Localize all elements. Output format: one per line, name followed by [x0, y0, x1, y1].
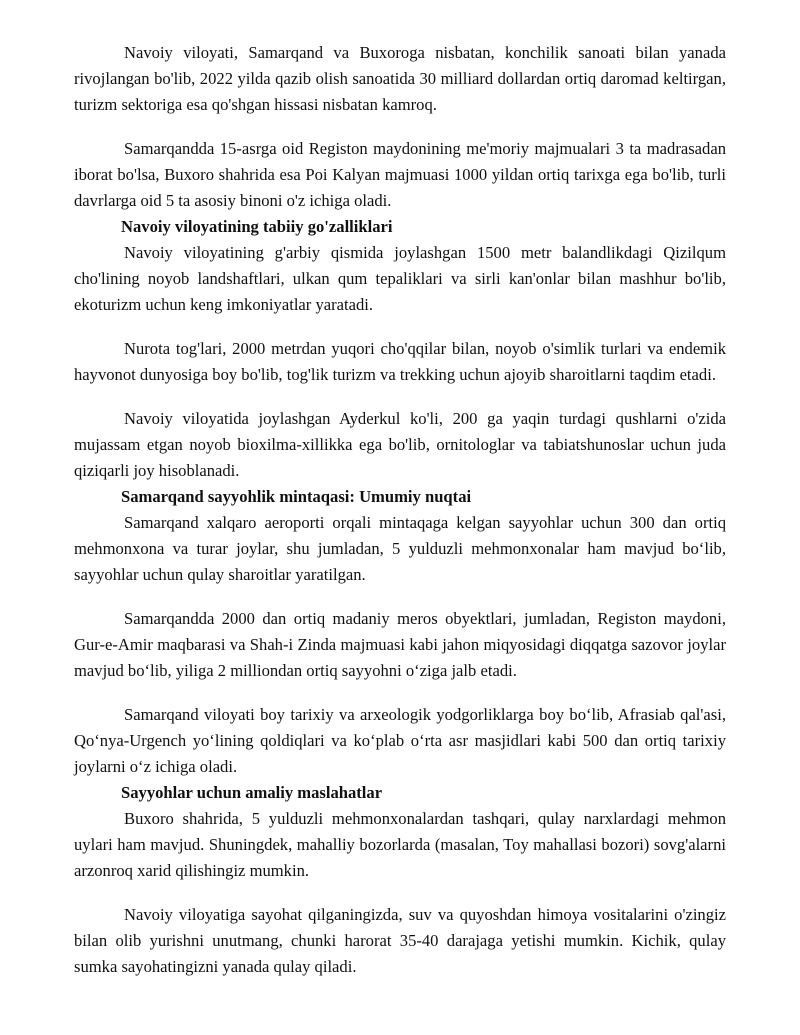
paragraph: Samarqand viloyati boy tarixiy va arxeologik yodgorliklarga boy bo‘lib, Afrasiab qal'asi, Qo‘nya-Urgench yo‘lining qoldiqlari va ko‘plab o‘rta asr masjidlari kabi 500 dan ortiq tarixiy joylarni o‘z ichiga oladi. [74, 705, 726, 776]
paragraph: Navoiy viloyatiga sayohat qilganingizda, suv va quyoshdan himoya vositalarini o'zingiz bilan olib yurishni unutmang, chunki harorat 35-40 darajaga yetishi mumkin. Kichik, qulay sumka sayohatingizni yanada qulay qiladi. [74, 905, 726, 976]
paragraph: Navoiy viloyati, Samarqand va Buxoroga nisbatan, konchilik sanoati bilan yanada rivojlangan bo'lib, 2022 yilda qazib olish sanoatida 30 milliard dollardan ortiq daromad keltirgan, turizm sektoriga esa qo'shgan hissasi nisbatan kamroq. [74, 43, 726, 114]
document-page [74, 40, 726, 980]
paragraph: Nurota tog'lari, 2000 metrdan yuqori cho'qqilar bilan, noyob o'simlik turlari va endemik hayvonot dunyosiga boy bo'lib, tog'lik turizm va trekking uchun ajoyib sharoitlarni taqdim etadi. [74, 339, 726, 384]
paragraph: Samarqandda 15-asrga oid Registon maydonining me'moriy majmualari 3 ta madrasadan iborat bo'lsa, Buxoro shahrida esa Poi Kalyan majmuasi 1000 yildan ortiq tarixga ega bo'lib, turli davrlarga oid 5 ta asosiy binoni o'z ichiga oladi. [74, 139, 726, 210]
paragraph: Buxoro shahrida, 5 yulduzli mehmonxonalardan tashqari, qulay narxlardagi mehmon uylari ham mavjud. Shuningdek, mahalliy bozorlarda (masalan, Toy mahallasi bozori) sovg'alarni arzonroq xarid qilishingiz mumkin. [74, 809, 726, 880]
section-heading: Samarqand sayyohlik mintaqasi: Umumiy nuqtai [121, 487, 472, 506]
section-heading: Navoiy viloyatining tabiiy go'zalliklari [121, 217, 393, 236]
paragraph: Samarqand xalqaro aeroporti orqali mintaqaga kelgan sayyohlar uchun 300 dan ortiq mehmonxona va turar joylar, shu jumladan, 5 yulduzli mehmonxonalar ham mavjud bo‘lib, sayyohlar uchun qulay sharoitlar yaratilgan. [74, 513, 726, 584]
section-heading: Sayyohlar uchun amaliy maslahatlar [121, 783, 383, 802]
paragraph: Samarqandda 2000 dan ortiq madaniy meros obyektlari, jumladan, Registon maydoni, Gur-e-Amir maqbarasi va Shah-i Zinda majmuasi kabi jahon miqyosidagi diqqatga sazovor joylar mavjud bo‘lib, yiliga 2 milliondan ortiq sayyohni o‘ziga jalb etadi. [74, 609, 726, 680]
paragraph: Navoiy viloyatida joylashgan Ayderkul ko'li, 200 ga yaqin turdagi qushlarni o'zida mujassam etgan noyob bioxilma-xillikka ega bo'lib, ornitologlar va tabiatshunoslar uchun juda qiziqarli joy hisoblanadi. [74, 409, 726, 480]
paragraph: Navoiy viloyatining g'arbiy qismida joylashgan 1500 metr balandlikdagi Qizilqum cho'lining noyob landshaftlari, ulkan qum tepaliklari va sirli kan'onlar bilan mashhur bo'lib, ekoturizm uchun keng imkoniyatlar yaratadi. [74, 243, 726, 314]
